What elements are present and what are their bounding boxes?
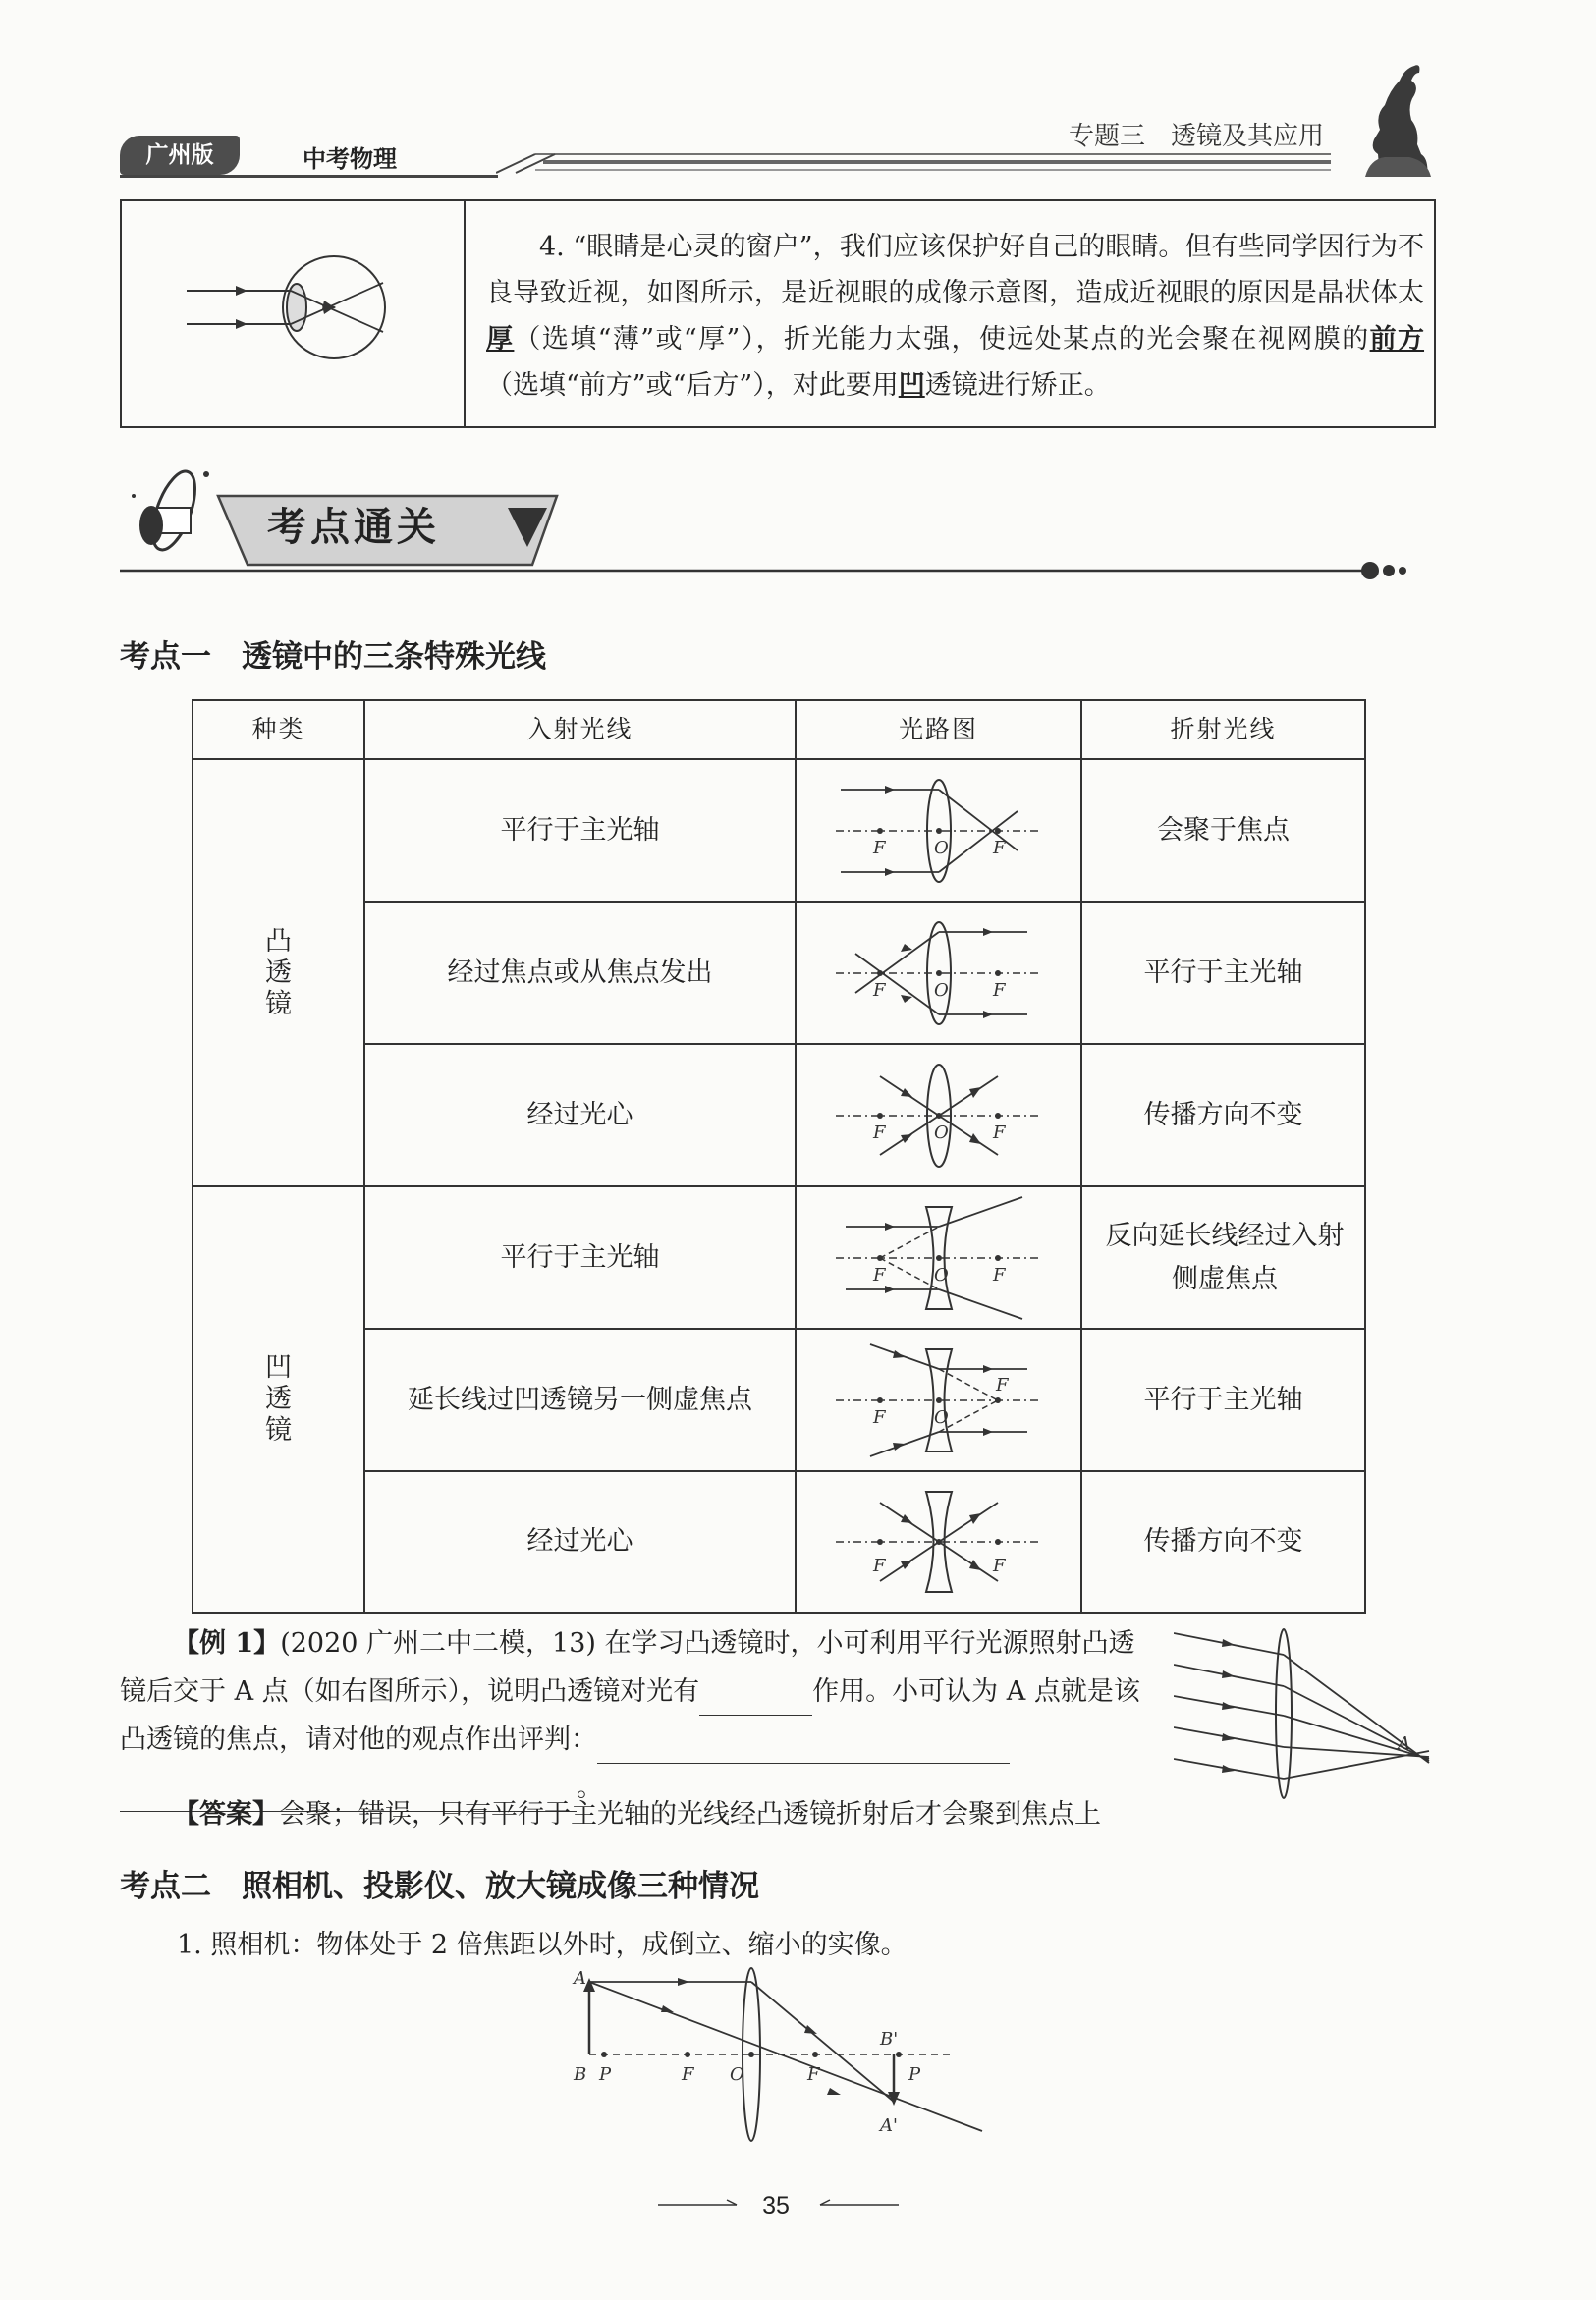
row6-refracted: 传播方向不变 (1143, 1526, 1303, 1557)
diagram-concave-parallel (797, 1187, 1080, 1328)
header-type: 种类 (251, 715, 305, 743)
section-title: 考点通关 (267, 504, 440, 550)
label-f-2: F (993, 838, 1006, 858)
answer-thick: 厚 (486, 324, 515, 355)
label-f-7: F (873, 1265, 886, 1286)
convex-lens-converging-figure (1174, 1625, 1439, 1802)
header-refracted: 折射光线 (1170, 715, 1277, 743)
label-f-6: F (993, 1123, 1006, 1143)
intro-text-3: （选填“前方”或“后方”），对此要用 (486, 370, 899, 401)
special-rays-table (192, 699, 1366, 1614)
intro-question-text (486, 224, 1424, 409)
cam-label-o: O (730, 2064, 744, 2085)
row5-refracted: 平行于主光轴 (1143, 1384, 1303, 1415)
point2-heading: 考点二 照相机、投影仪、放大镜成像三种情况 (120, 1869, 759, 1904)
cam-label-b-prime: B' (880, 2029, 899, 2050)
example-1 (120, 1620, 1161, 1812)
row1-refracted: 会聚于焦点 (1157, 814, 1290, 846)
row1-incident: 平行于主光轴 (500, 814, 660, 846)
header-rule (120, 175, 498, 178)
answer-front: 前方 (1369, 324, 1425, 355)
group-convex: 凸透镜 (265, 925, 292, 1019)
diagram-concave-virtual-focus (797, 1330, 1080, 1470)
ram-statue-logo (1360, 61, 1434, 177)
diagram-convex-focus (797, 903, 1080, 1043)
example-text-2: 作用。小可认为 A 点就是该凸透镜的焦点，请对他的观点作出评判： (120, 1676, 1140, 1755)
camera-imaging-figure (550, 1964, 1002, 2151)
example-answer (120, 1795, 1397, 1835)
row3-refracted: 传播方向不变 (1143, 1099, 1303, 1130)
cam-label-b: B (574, 2064, 587, 2085)
row4-incident: 平行于主光轴 (500, 1241, 660, 1273)
cam-label-f1: F (682, 2064, 694, 2085)
row5-incident: 延长线过凹透镜另一侧虚焦点 (408, 1384, 752, 1415)
row3-incident: 经过光心 (526, 1099, 633, 1130)
example-text-1: (2020 广州二中二模，13) 在学习凸透镜时，小可利用平行光源照射凸透镜后交于 A 点（如右图所示），说明凸透镜对光有 (120, 1628, 1135, 1707)
row6-incident: 经过光心 (526, 1526, 633, 1557)
diagram-convex-parallel (797, 760, 1080, 901)
page-number: 35 (762, 2192, 790, 2219)
label-f-3: F (873, 980, 886, 1001)
example-end: 。 (577, 1773, 603, 1803)
cam-label-a: A (574, 1968, 586, 1989)
topic-label: 专题三 透镜及其应用 (1069, 122, 1325, 151)
diagram-convex-center (797, 1045, 1080, 1185)
row2-refracted: 平行于主光轴 (1143, 957, 1303, 988)
camera-item: 1. 照相机：物体处于 2 倍焦距以外时，成倒立、缩小的实像。 (177, 1930, 908, 1960)
group-concave: 凹透镜 (265, 1352, 292, 1446)
header-diagram: 光路图 (898, 715, 978, 743)
header-stripes (496, 152, 1331, 174)
blank-1[interactable] (699, 1668, 812, 1716)
point1-heading: 考点一 透镜中的三条特殊光线 (120, 639, 546, 675)
figure-label-a: A (1398, 1733, 1410, 1754)
label-f-8: F (993, 1265, 1006, 1286)
label-o-1: O (934, 838, 949, 858)
answer-tag: 【答案】 (173, 1799, 279, 1830)
subject-label: 中考物理 (303, 145, 397, 173)
label-f-9: F (873, 1407, 886, 1428)
intro-divider (464, 199, 466, 428)
cam-label-p2: P (908, 2064, 921, 2085)
label-o-4: O (934, 1265, 949, 1286)
example-tag: 【例 1】 (173, 1628, 281, 1659)
label-f-11: F (873, 1556, 886, 1576)
label-f-10: F (996, 1375, 1009, 1396)
blank-2a[interactable] (597, 1716, 1010, 1764)
cam-label-p1: P (599, 2064, 612, 2085)
answer-text: 会聚；错误，只有平行于主光轴的光线经凸透镜折射后才会聚到焦点上 (279, 1799, 1101, 1830)
label-o-3: O (934, 1123, 949, 1143)
label-f-12: F (993, 1556, 1006, 1576)
cam-label-f2: F (807, 2064, 820, 2085)
edition-badge: 广州版 (120, 136, 240, 175)
label-f-5: F (873, 1123, 886, 1143)
label-f-1: F (873, 838, 886, 858)
row4-refracted: 反向延长线经过入射侧虚焦点 (1105, 1220, 1345, 1294)
header-incident: 入射光线 (526, 715, 633, 743)
myopia-eye-diagram (187, 253, 403, 361)
label-o-2: O (934, 980, 949, 1001)
cam-label-a-prime: A' (880, 2115, 898, 2136)
answer-concave: 凹 (898, 370, 925, 401)
intro-text-2: （选填“薄”或“厚”），折光能力太强，使远处某点的光会聚在视网膜的 (514, 324, 1370, 355)
label-o-5: O (934, 1407, 949, 1428)
diagram-concave-center (797, 1472, 1080, 1612)
label-f-4: F (993, 980, 1006, 1001)
intro-text-4: 透镜进行矫正。 (924, 370, 1111, 401)
intro-text-1: 4. “眼睛是心灵的窗户”，我们应该保护好自己的眼睛。但有些同学因行为不良导致近视，如图所示，是近视眼的成像示意图，造成近视眼的原因是晶状体太 (486, 232, 1424, 308)
row2-incident: 经过焦点或从焦点发出 (447, 957, 713, 988)
